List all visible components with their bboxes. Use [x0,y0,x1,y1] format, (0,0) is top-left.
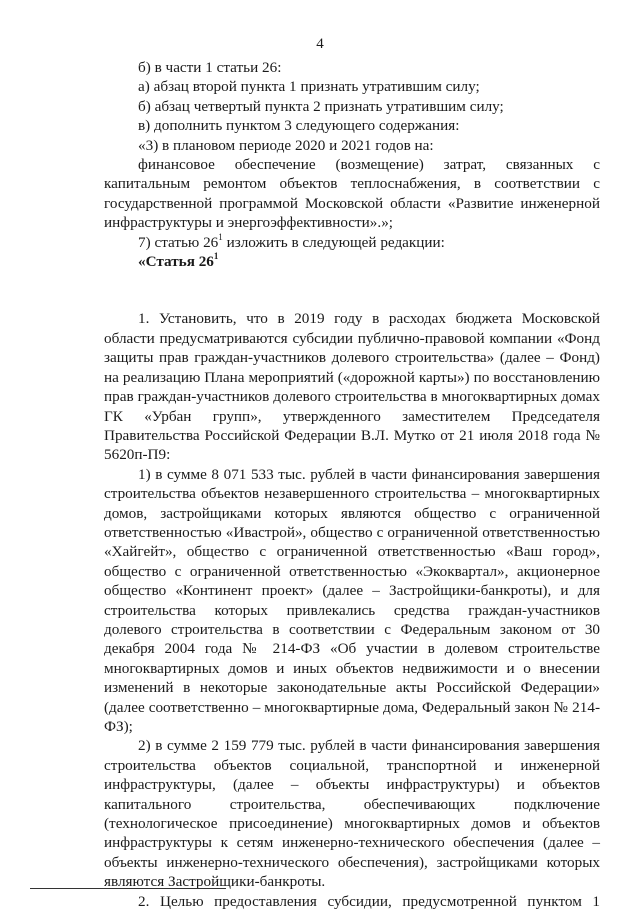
spacer [104,271,600,309]
point3-text: финансовое обеспечение (возмещение) затрат, связанных с капитальным ремонтом объектов теплоснабжения, в соответствии с государственной программой Московской области «Развитие инженерной инфраструктуры и энергоэффективности».»; [104,156,600,232]
document-body [104,58,600,911]
article-heading [104,252,600,271]
item7-post: изложить в следующей редакции: [222,233,445,251]
amendment-line-b: б) абзац четвертый пункта 2 признать утратившим силу; [138,97,504,115]
article-paragraph-2: 2. Целью предоставления субсидии, предусмотренной пунктом 1 [138,892,600,910]
footnote-separator [30,888,226,889]
item7-line [104,233,600,252]
item7-sup: 1 [218,231,223,242]
item7-pre: 7) статью 26 [138,233,219,251]
amendment-line-v: в) дополнить пунктом 3 следующего содержания: [138,117,460,135]
article-sup: 1 [213,251,219,261]
point3-title: «3) в плановом периоде 2020 и 2021 годов на: [138,136,434,154]
article-subpoint-2: 2) в сумме 2 159 779 тыс. рублей в части финансирования завершения строительства объектов социальной, транспортной и инженерной инфраструктуры, (далее – объекты инфраструктуры) и объектов капитального строительства, обеспечивающих подключение (технологическое присоединение) многоквартирных домов и объектов инфраструктуры к сетям инженерно-технического обеспечения (далее – объекты инженерно-технического обеспечения), застройщиками которых являются Застройщики-банкроты. [104,737,600,891]
article-title: «Статья 26 [138,253,214,271]
amendment-line-part1: б) в части 1 статьи 26: [138,59,282,76]
page-number: 4 [316,36,324,52]
amendment-line-a: а) абзац второй пункта 1 признать утратившим силу; [138,78,480,96]
article-subpoint-1: 1) в сумме 8 071 533 тыс. рублей в части финансирования завершения строительства объектов незавершенного строительства – многоквартирных домов, застройщиками которых являются общество с ограниченной ответственностью «Ивастрой», общество с ограниченной ответственностью «Хайгейт», общество с ограниченной ответственностью «Ваш город», общество с ограниченной ответственностью «Экоквартал», акционерное общество «Континент проект» (далее – Застройщики-банкроты), и для строительства которых привлекались средства граждан-участников долевого строительства в соответствии с Федеральным законом от 30 декабря 2004 года № 214-ФЗ «Об участии в долевом строительстве многоквартирных домов и иных объектов недвижимости и о внесении изменений в некоторые законодательные акты Российской Федерации» (далее соответственно – многоквартирные дома, Федеральный закон № 214-ФЗ); [104,465,600,735]
article-paragraph-1: 1. Установить, что в 2019 году в расходах бюджета Московской области предусматриваются субсидии публично-правовой компании «Фонд защиты прав граждан-участников долевого строительства» (далее – Фонд) на реализацию Плана мероприятий («дорожной карты») по восстановлению прав граждан-участников долевого строительства в многоквартирных домах ГК «Урбан групп», утвержденного заместителем Председателя Правительства Российской Федерации В.Л. Мутко от 21 июля 2018 года № 5620п-П9: [104,310,600,464]
